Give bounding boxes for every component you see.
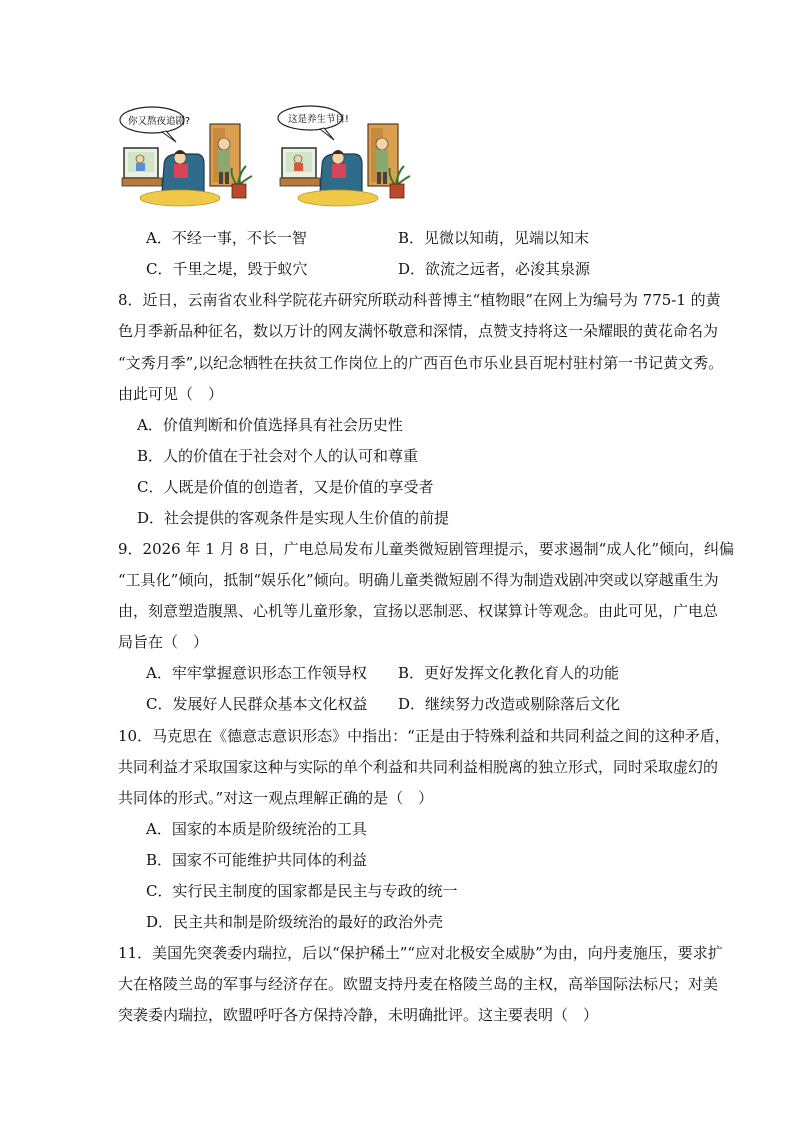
q7-option-d[interactable]: D．欲流之远者，必浚其泉源 — [398, 260, 591, 278]
q8-option-b[interactable]: B．人的价值在于社会对个人的认可和尊重 — [137, 447, 419, 465]
q8-stem-line-2: 色月季新品种征名，数以万计的网友满怀敬意和深情，点赞支持将这一朵耀眼的黄花命名为 — [118, 322, 719, 340]
q11-stem-line-3: 突袭委内瑞拉，欧盟呼吁各方保持冷静，未明确批评。这主要表明（ ） — [118, 1006, 599, 1024]
q10-option-c[interactable]: C．实行民主制度的国家都是民主与专政的统一 — [146, 882, 458, 900]
q11-stem-line-1: 11．美国先突袭委内瑞拉，后以“保护稀土”“应对北极安全威胁”为由，向丹麦施压，要求扩 — [118, 944, 723, 962]
q9-option-a[interactable]: A．牢牢掌握意识形态工作领导权 — [146, 664, 367, 682]
q8-option-a[interactable]: A．价值判断和价值选择具有社会历史性 — [137, 416, 403, 434]
cartoon-right-speech: 这是养生节目! — [288, 114, 349, 125]
cartoon-left-image — [118, 104, 254, 212]
q10-option-d[interactable]: D．民主共和制是阶级统治的最好的政治外壳 — [146, 913, 444, 931]
q9-stem-line-4: 局旨在（ ） — [118, 633, 209, 651]
q10-stem-line-2: 共同利益才采取国家这种与实际的单个利益和共同利益相脱离的独立形式，同时采取虚幻的 — [118, 758, 719, 776]
q8-option-c[interactable]: C．人既是价值的创造者，又是价值的享受者 — [137, 478, 434, 496]
q9-option-c[interactable]: C．发展好人民群众基本文化权益 — [146, 695, 368, 713]
q9-option-b[interactable]: B．更好发挥文化教化育人的功能 — [398, 664, 620, 682]
q11-stem-line-2: 大在格陵兰岛的军事与经济存在。欧盟支持丹麦在格陵兰岛的主权，高举国际法标尺；对美 — [118, 975, 719, 993]
cartoon-illustrations — [118, 104, 418, 212]
cartoon-left-speech: 你又熬夜追剧? — [128, 116, 191, 127]
cartoon-right-image — [276, 104, 412, 212]
q9-stem-line-1: 9．2026 年 1 月 8 日，广电总局发布儿童类微短剧管理提示，要求遏制“成人化”倾向，纠偏 — [118, 540, 734, 558]
q10-option-b[interactable]: B．国家不可能维护共同体的利益 — [146, 851, 368, 869]
q10-option-a[interactable]: A．国家的本质是阶级统治的工具 — [146, 820, 367, 838]
q7-option-b[interactable]: B．见微以知萌，见端以知末 — [398, 229, 590, 247]
q10-stem-line-1: 10．马克思在《德意志意识形态》中指出：“正是由于特殊利益和共同利益之间的这种矛盾， — [118, 727, 730, 745]
q9-option-d[interactable]: D．继续努力改造或剔除落后文化 — [398, 695, 621, 713]
q9-stem-line-3: 由，刻意塑造腹黑、心机等儿童形象，宣扬以恶制恶、权谋算计等观念。由此可见，广电总 — [118, 602, 719, 620]
q8-stem-line-3: “文秀月季”,以纪念牺牲在扶贫工作岗位上的广西百色市乐业县百坭村驻村第一书记黄文秀。 — [118, 354, 724, 372]
q8-stem-line-4: 由此可见（ ） — [118, 385, 224, 403]
q10-stem-line-3: 共同体的形式。”对这一观点理解正确的是（ ） — [118, 789, 434, 807]
q9-stem-line-2: “工具化”倾向，抵制“娱乐化”倾向。明确儿童类微短剧不得为制造戏剧冲突或以穿越重生为 — [118, 571, 719, 589]
q7-option-a[interactable]: A．不经一事，不长一智 — [146, 229, 307, 247]
q8-option-d[interactable]: D．社会提供的客观条件是实现人生价值的前提 — [137, 509, 450, 527]
q8-stem-line-1: 8．近日，云南省农业科学院花卉研究所联动科普博主“植物眼”在网上为编号为 775-1 的黄 — [118, 291, 721, 309]
q7-option-c[interactable]: C．千里之堤，毁于蚁穴 — [146, 260, 308, 278]
